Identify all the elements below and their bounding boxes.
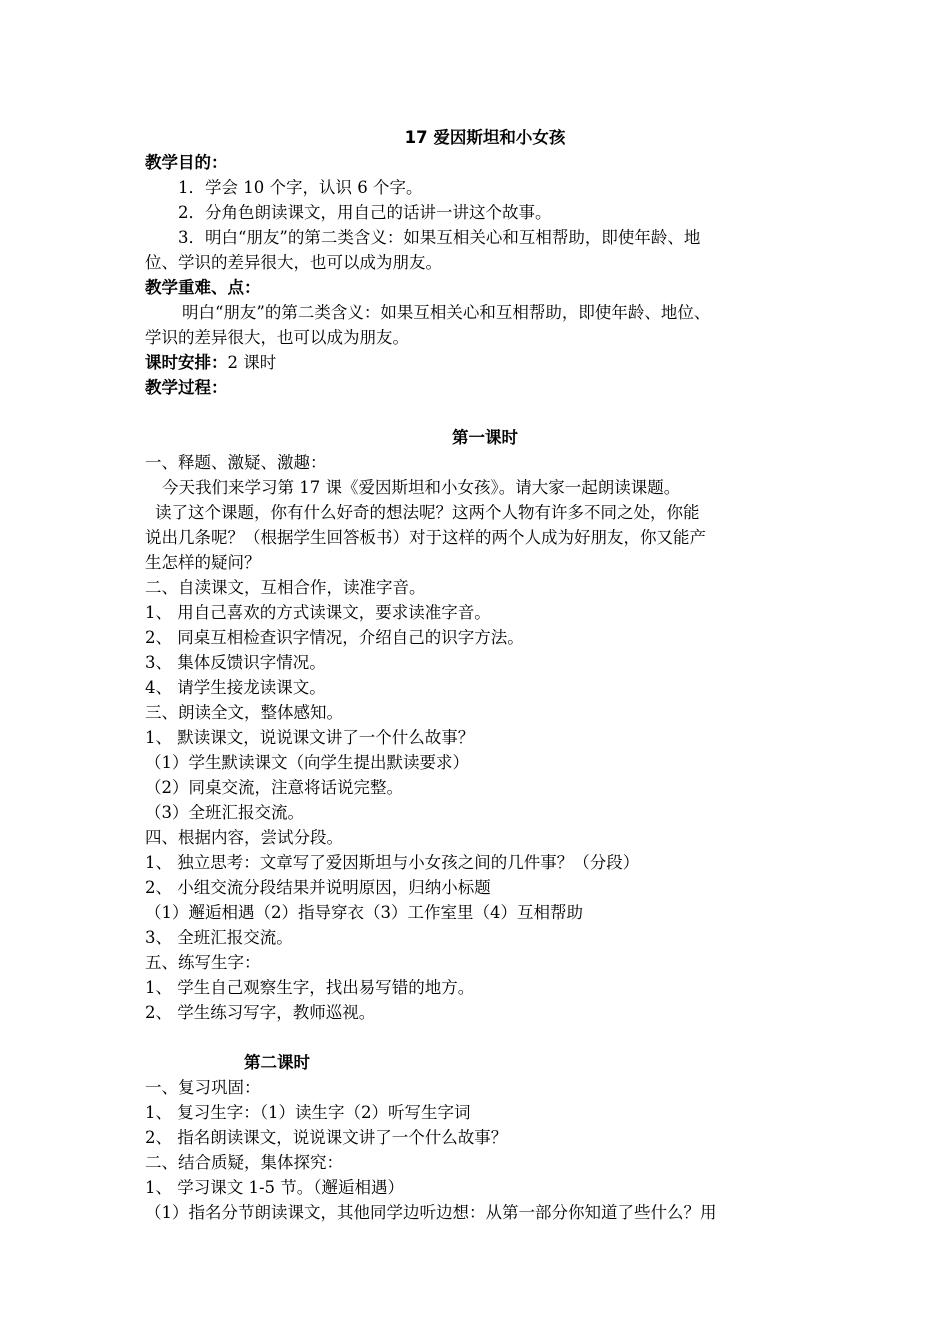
- objective-item: 2．分角色朗读课文，用自己的话讲一讲这个故事。: [178, 203, 552, 222]
- lesson1-line: 1、 学生自己观察生字，找出易写错的地方。: [145, 978, 475, 997]
- lesson1-line: 3、 全班汇报交流。: [145, 928, 293, 947]
- lesson1-line: 1、 用自己喜欢的方式读课文，要求读准字音。: [145, 603, 491, 622]
- key-points-text-continued: 学识的差异很大，也可以成为朋友。: [145, 328, 409, 347]
- objective-item-continued: 位、学识的差异很大，也可以成为朋友。: [145, 253, 442, 272]
- lesson2-line: 1、 学习课文 1-5 节。（邂逅相遇）: [145, 1178, 405, 1197]
- lesson1-line: 4、 请学生接龙读课文。: [145, 678, 326, 697]
- lesson2-line: 一、复习巩固：: [145, 1078, 261, 1097]
- lesson2-line: 1、 复习生字：（1）读生字（2）听写生字词: [145, 1103, 471, 1122]
- lesson1-line: 2、 同桌互相检查识字情况，介绍自己的识字方法。: [145, 628, 524, 647]
- lesson1-line: 读了这个课题，你有什么好奇的想法呢？这两个人物有许多不同之处，你能: [155, 503, 700, 522]
- schedule-value: 2 课时: [227, 353, 277, 372]
- lesson1-line: 1、 独立思考：文章写了爱因斯坦与小女孩之间的几件事？（分段）: [145, 853, 640, 872]
- document-title: 17 爱因斯坦和小女孩: [404, 128, 566, 147]
- lesson1-line: 三、朗读全文，整体感知。: [145, 703, 343, 722]
- schedule-label: 课时安排：: [145, 353, 228, 372]
- document-page: [145, 125, 825, 1225]
- objectives-heading: 教学目的：: [145, 153, 228, 172]
- lesson1-line: 今天我们来学习第 17 课《爱因斯坦和小女孩》。请大家一起朗读课题。: [162, 478, 681, 497]
- lesson2-heading: 第二课时: [244, 1053, 310, 1072]
- lesson1-line: 2、 小组交流分段结果并说明原因，归纳小标题: [145, 878, 491, 897]
- lesson1-line: 一、释题、激疑、激趣：: [145, 453, 327, 472]
- lesson2-line: 二、结合质疑，集体探究：: [145, 1153, 343, 1172]
- lesson1-heading: 第一课时: [452, 428, 518, 447]
- lesson1-line: 1、 默读课文，说说课文讲了一个什么故事？: [145, 728, 475, 747]
- lesson1-line: 2、 学生练习写字，教师巡视。: [145, 1003, 376, 1022]
- lesson1-line: 说出几条呢？（根据学生回答板书）对于这样的两个人成为好朋友，你又能产: [145, 528, 706, 547]
- lesson1-line: （2）同桌交流，注意将话说完整。: [145, 778, 403, 797]
- process-heading: 教学过程：: [145, 378, 228, 397]
- objective-item: 1．学会 10 个字，认识 6 个字。: [178, 178, 423, 197]
- schedule-line: [145, 350, 825, 375]
- lesson1-line: （1）邂逅相遇（2）指导穿衣（3）工作室里（4）互相帮助: [145, 903, 583, 922]
- lesson1-line: 二、自渎课文，互相合作，读准字音。: [145, 578, 426, 597]
- lesson1-line: 四、根据内容，尝试分段。: [145, 828, 343, 847]
- lesson1-line: 生怎样的疑问？: [145, 553, 261, 572]
- key-points-heading: 教学重难、点：: [145, 278, 261, 297]
- objective-item: 3．明白“朋友”的第二类含义：如果互相关心和互相帮助，即使年龄、地: [178, 228, 701, 247]
- lesson1-line: （3）全班汇报交流。: [145, 803, 304, 822]
- lesson2-line: （1）指名分节朗读课文，其他同学边听边想：从第一部分你知道了些什么？用: [145, 1203, 717, 1222]
- lesson1-line: 3、 集体反馈识字情况。: [145, 653, 326, 672]
- lesson2-line: 2、 指名朗读课文，说说课文讲了一个什么故事？: [145, 1128, 508, 1147]
- key-points-text: 明白“朋友”的第二类含义：如果互相关心和互相帮助，即使年龄、地位、: [182, 303, 711, 322]
- lesson1-line: （1）学生默读课文（向学生提出默读要求）: [145, 753, 469, 772]
- lesson1-line: 五、练写生字：: [145, 953, 261, 972]
